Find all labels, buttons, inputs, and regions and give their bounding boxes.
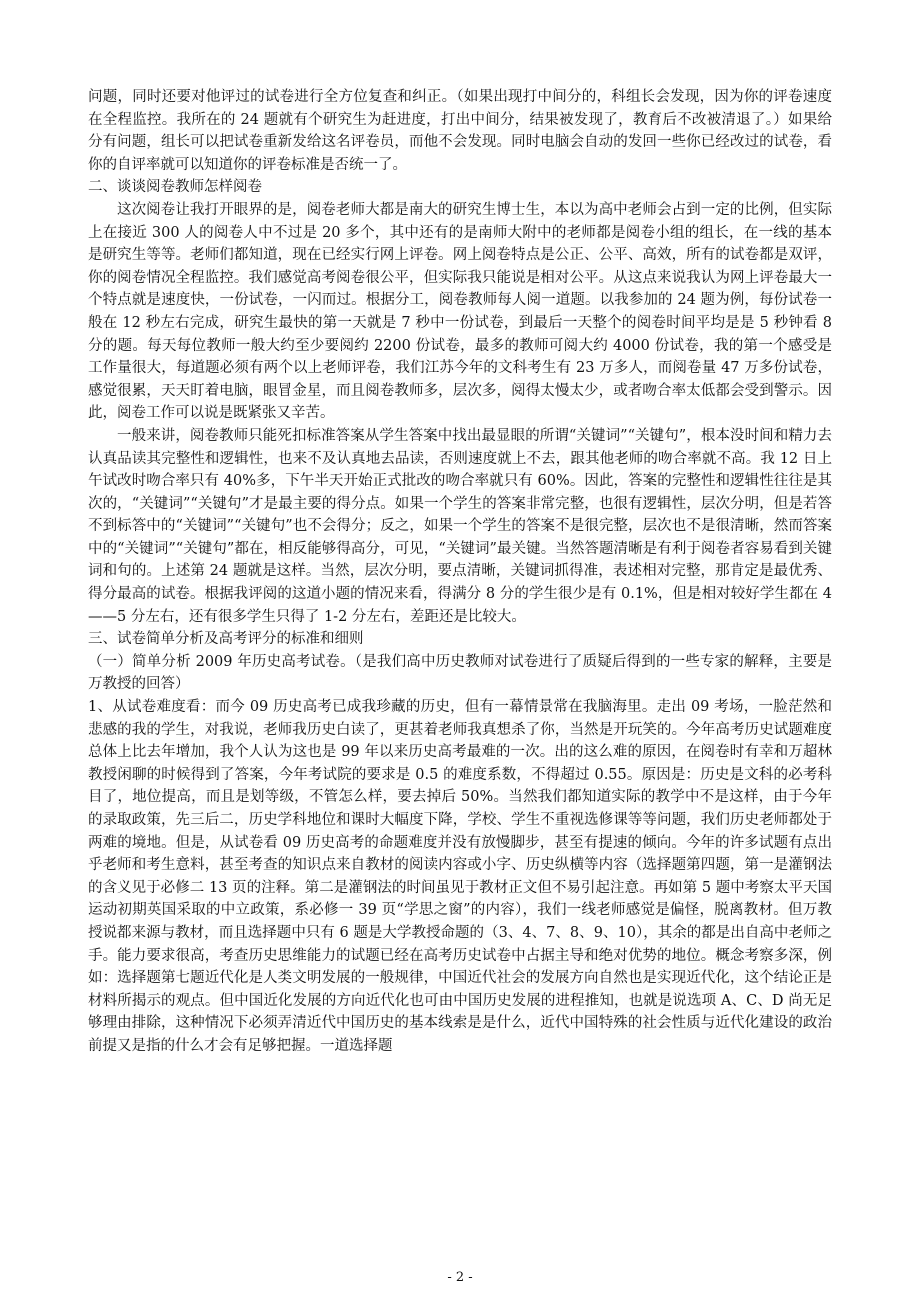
- paragraph-difficulty: 1、从试卷难度看：而今 09 历史高考已成我珍藏的历史，但有一幕情景常在我脑海里。走出 09 考场，一脸茫然和悲感的我的学生，对我说，老师我历史白读了，更甚着老师我真想杀了你，当然是开玩笑的。今年高考历史试题难度总体上比去年增加，我个人认为这也是 99 年以来历史高考最难的一次。出的这么难的原因，在阅卷时有幸和万超林教授闲聊的时候得到了答案，今年考试院的要求是 0.5 的难度系数，不得超过 0.55。原因是：历史是文科的必考科目了，地位提高，而且是划等级，不管怎么样，要去掉后 50%。当然我们都知道实际的教学中不是这样，由于今年的录取政策，先三后二，历史学科地位和课时大幅度下降，学校、学生不重视选修课等等问题，我们历史老师都处于两难的境地。但是，从试卷看 09 历史高考的命题难度并没有放慢脚步，甚至有提速的倾向。今年的许多试题有点出乎老师和考生意料，甚至考查的知识点来自教材的阅读内容或小字、历史纵横等内容（选择题第四题，第一是灌钢法的含义见于必修二 13 页的注释。第二是灌钢法的时间虽见于教材正文但不易引起注意。再如第 5 题中考察太平天国运动初期英国采取的中立政策，系必修一 39 页“学思之窗”的内容），我们一线老师感觉是偏怪，脱离教材。但万教授说都来源与教材，而且选择题中只有 6 题是大学教授命题的（3、4、7、8、9、10），其余的都是出自高中老师之手。能力要求很高，考查历史思维能力的试题已经在高考历史试卷中占据主导和绝对优势的地位。概念考察多深，例如：选择题第七题近代化是人类文明发展的一般规律，中国近代社会的发展方向自然也是实现近代化，这个结论正是材料所揭示的观点。但中国近化发展的方向近代化也可由中国历史发展的进程推知，也就是说选项 A、C、D 尚无足够理由排除，这种情况下必须弄清近代中国历史的基本线索是是什么，近代中国特殊的社会性质与近代化建设的政治前提又是指的什么才会有足够把握。一道选择题: [88, 699, 832, 1054]
- page-number: - 2 -: [447, 1270, 473, 1285]
- paragraph-keywords: 一般来讲，阅卷教师只能死扣标准答案从学生答案中找出最显眼的所谓“关键词”“关键句”，根本没时间和精力去认真品读其完整性和逻辑性，也来不及认真地去品读，否则速度就上不去，跟其他老师的吻合率就不高。我 12 日上午试改时吻合率只有 40%多，下午半天开始正式批改的吻合率就只有 60%。因此，答案的完整性和逻辑性往往是其次的，“关键词”“关键句”才是最主要的得分点。如果一个学生的答案非常完整，也很有逻辑性，层次分明，但是若答不到标答中的“关键词”“关键句”也不会得分；反之，如果一个学生的答案不是很完整，层次也不是很清晰，然而答案中的“关键词”“关键句”都在，相反能够得高分，可见，“关键词”最关键。当然答题清晰是有利于阅卷者容易看到关键词和句的。上述第 24 题就是这样。当然，层次分明，要点清晰，关键词抓得准，表述相对完整，那肯定是最优秀、得分最高的试卷。根据我评阅的这道小题的情况来看，得满分 8 分的学生很少是有 0.1%，但是相对较好学生都在 4——5 分左右，还有很多学生只得了 1-2 分左右，差距还是比较大。: [88, 427, 832, 625]
- document-body: [88, 86, 832, 1058]
- section-heading-2: 二、谈谈阅卷教师怎样阅卷: [88, 179, 262, 196]
- subsection-heading-1: （一）简单分析 2009 年历史高考试卷。（是我们高中历史教师对试卷进行了质疑后得到的一些专家的解释，主要是万教授的回答）: [88, 653, 832, 693]
- paragraph-marking-process: 这次阅卷让我打开眼界的是，阅卷老师大都是南大的研究生博士生，本以为高中老师会占到一定的比例，但实际上在接近 300 人的阅卷人中不过是 20 多个，其中还有的是南师大附中的老师都是阅卷小组的组长，在一线的基本是研究生等等。老师们都知道，现在已经实行网上评卷。网上阅卷特点是公正、公平、高效，所有的试卷都是双评，你的阅卷情况全程监控。我们感觉高考阅卷很公平，但实际我只能说是相对公平。从这点来说我认为网上评卷最大一个特点就是速度快，一份试卷，一闪而过。根据分工，阅卷教师每人阅一道题。以我参加的 24 题为例，每份试卷一般在 12 秒左右完成，研究生最快的第一天就是 7 秒中一份试卷，到最后一天整个的阅卷时间平均是是 5 秒钟看 8 分的题。每天每位教师一般大约至少要阅约 2200 份试卷，最多的教师可阅大约 4000 份试卷，我的第一个感受是工作量很大，每道题必须有两个以上老师评卷，我们江苏今年的文科考生有 23 万多人，而阅卷量 47 万多份试卷，感觉很累，天天盯着电脑，眼冒金星，而且阅卷教师多，层次多，阅得太慢太少，或者吻合率太低都会受到警示。因此，阅卷工作可以说是既紧张又辛苦。: [88, 201, 832, 422]
- paragraph-continuation: 问题，同时还要对他评过的试卷进行全方位复查和纠正。（如果出现打中间分的，科组长会发现，因为你的评卷速度在全程监控。我所在的 24 题就有个研究生为赶进度，打出中间分，结果被发现了，教育后不改被清退了。）如果给分有问题，组长可以把试卷重新发给这名评卷员，而他不会发现。同时电脑会自动的发回一些你已经改过的试卷，看你的自评率就可以知道你的评卷标准是否统一了。: [88, 89, 832, 173]
- section-heading-3: 三、试卷简单分析及高考评分的标准和细则: [88, 631, 364, 648]
